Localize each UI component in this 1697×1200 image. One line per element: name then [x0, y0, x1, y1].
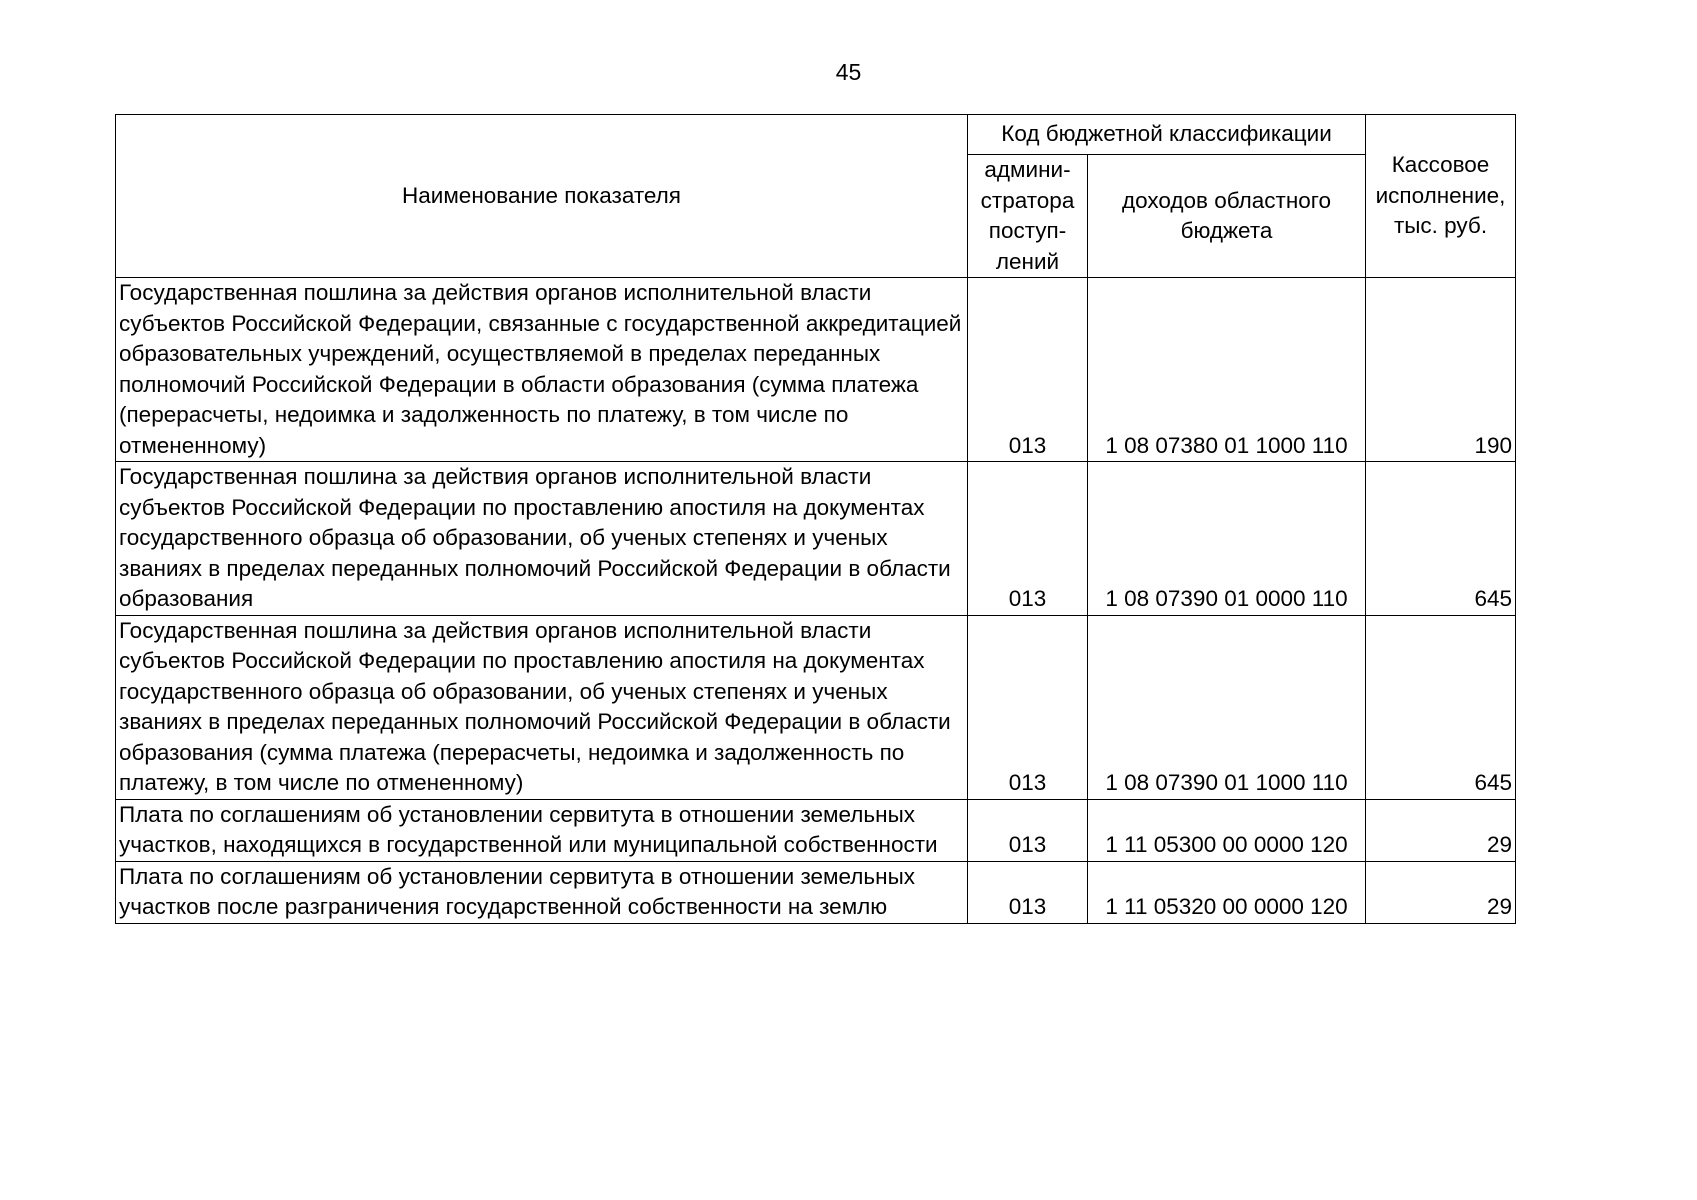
row-administrator-code: 013 — [968, 799, 1088, 861]
row-administrator-code: 013 — [968, 462, 1088, 616]
header-regional-income: доходов областного бюджета — [1088, 155, 1366, 278]
row-indicator-name: Плата по соглашениям об установлении сервитута в отношении земельных участков после разграничения государственной собственности на землю — [116, 861, 968, 923]
row-budget-code: 1 11 05320 00 0000 120 — [1088, 861, 1366, 923]
row-indicator-name: Государственная пошлина за действия органов исполнительной власти субъектов Российской Федерации по проставлению апостиля на документах государственного образца об образовании, об ученых степенях и ученых званиях в пределах переданных полномочий Российской Федерации в области образования — [116, 462, 968, 616]
table-row — [116, 462, 1516, 616]
row-execution-sum: 645 — [1366, 615, 1516, 799]
header-classification-code: Код бюджетной классификации — [968, 115, 1366, 155]
row-administrator-code: 013 — [968, 278, 1088, 462]
table-row — [116, 799, 1516, 861]
row-budget-code: 1 08 07380 01 1000 110 — [1088, 278, 1366, 462]
row-indicator-name: Государственная пошлина за действия органов исполнительной власти субъектов Российской Федерации, связанные с государственной аккредитацией образовательных учреждений, осуществляемой в пределах переданных полномочий Российской Федерации в области образования (сумма платежа (перерасчеты, недоимка и задолженность по платежу, в том числе по отмененному) — [116, 278, 968, 462]
row-execution-sum: 29 — [1366, 799, 1516, 861]
row-budget-code: 1 08 07390 01 0000 110 — [1088, 462, 1366, 616]
row-administrator-code: 013 — [968, 615, 1088, 799]
row-execution-sum: 645 — [1366, 462, 1516, 616]
table-row — [116, 278, 1516, 462]
row-budget-code: 1 08 07390 01 1000 110 — [1088, 615, 1366, 799]
table-header — [116, 115, 1516, 278]
table-row — [116, 615, 1516, 799]
budget-table — [115, 114, 1516, 924]
row-indicator-name: Плата по соглашениям об установлении сервитута в отношении земельных участков, находящихся в государственной или муниципальной собственности — [116, 799, 968, 861]
row-budget-code: 1 11 05300 00 0000 120 — [1088, 799, 1366, 861]
row-execution-sum: 29 — [1366, 861, 1516, 923]
row-administrator-code: 013 — [968, 861, 1088, 923]
row-execution-sum: 190 — [1366, 278, 1516, 462]
header-indicator-name: Наименование показателя — [116, 115, 968, 278]
table-row — [116, 861, 1516, 923]
page-number: 45 — [835, 59, 862, 85]
header-cash-execution: Кассовое исполнение, тыс. руб. — [1366, 115, 1516, 278]
header-administrator: админи-стратора поступ-лений — [968, 155, 1088, 278]
row-indicator-name: Государственная пошлина за действия органов исполнительной власти субъектов Российской Федерации по проставлению апостиля на документах государственного образца об образовании, об ученых степенях и ученых званиях в пределах переданных полномочий Российской Федерации в области образования (сумма платежа (перерасчеты, недоимка и задолженность по платежу, в том числе по отмененному) — [116, 615, 968, 799]
